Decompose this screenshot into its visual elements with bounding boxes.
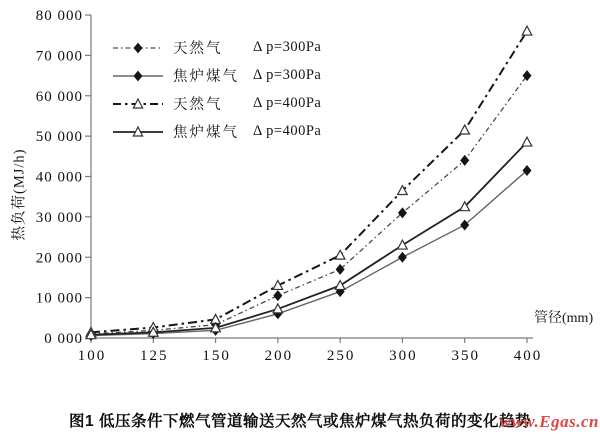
x-tick-label: 250 (326, 348, 356, 364)
triangle-marker-icon (460, 125, 470, 134)
legend-gas-label: 焦炉煤气 (173, 69, 239, 85)
diamond-marker-icon (134, 70, 143, 81)
x-tick-label: 125 (140, 348, 169, 364)
y-tick-label: 30 000 (35, 209, 83, 226)
legend-pressure-label: Δ p=300Pa (253, 67, 322, 83)
watermark: www.Egas.cn (499, 412, 599, 431)
legend-gas-label: 天然气 (173, 41, 223, 57)
diamond-marker-icon (273, 290, 282, 301)
legend-sample-dashdot-diamond (112, 41, 164, 55)
triangle-marker-icon (522, 26, 532, 35)
y-tick-label: 70 000 (35, 48, 83, 65)
legend-pressure-label: Δ p=400Pa (253, 95, 322, 111)
triangle-marker-icon (335, 250, 345, 259)
x-tick-label: 150 (202, 348, 231, 364)
y-tick-label: 50 000 (35, 129, 83, 146)
x-tick-label: 350 (451, 348, 480, 364)
triangle-marker-icon (522, 137, 532, 146)
legend-item-natural-gas-400 (112, 96, 321, 111)
x-tick-label: 100 (77, 348, 107, 364)
legend-item-coke-oven-gas-300 (112, 68, 321, 83)
y-tick-label: 0 000 (44, 331, 83, 347)
x-tick-label: 400 (513, 348, 543, 364)
y-tick-label: 60 000 (35, 88, 83, 105)
diamond-marker-icon (134, 42, 143, 53)
x-axis-title: 管径(mm) (534, 311, 594, 326)
y-tick-label: 20 000 (35, 250, 83, 267)
legend (112, 40, 321, 139)
triangle-marker-icon (335, 281, 345, 290)
x-tick-label: 300 (389, 348, 418, 364)
legend-sample-solid-diamond (112, 69, 164, 83)
figure-caption: 图1 低压条件下燃气管道输送天然气或焦炉煤气热负荷的变化趋势 (69, 413, 531, 430)
legend-sample-dashdot-triangle (112, 97, 164, 111)
y-tick-label: 80 000 (35, 8, 83, 24)
series-line-3 (91, 142, 527, 335)
diamond-marker-icon (523, 165, 532, 176)
y-tick-label: 40 000 (35, 169, 83, 186)
diamond-marker-icon (336, 264, 345, 275)
legend-item-natural-gas-300 (112, 40, 321, 55)
y-tick-label: 10 000 (35, 290, 83, 307)
x-tick-label: 200 (264, 348, 294, 364)
legend-gas-label: 天然气 (173, 97, 223, 113)
diamond-marker-icon (398, 252, 407, 263)
diamond-marker-icon (398, 207, 407, 218)
legend-sample-solid-triangle (112, 125, 164, 139)
legend-gas-label: 焦炉煤气 (173, 125, 239, 141)
legend-pressure-label: Δ p=300Pa (253, 39, 322, 55)
triangle-marker-icon (398, 240, 408, 249)
diamond-marker-icon (460, 155, 469, 166)
diamond-marker-icon (460, 219, 469, 230)
y-axis-title: 热负荷(MJ/h) (11, 148, 28, 241)
legend-item-coke-oven-gas-400 (112, 124, 321, 139)
triangle-marker-icon (398, 186, 408, 195)
legend-pressure-label: Δ p=400Pa (253, 123, 322, 139)
series-line-1 (91, 170, 527, 335)
